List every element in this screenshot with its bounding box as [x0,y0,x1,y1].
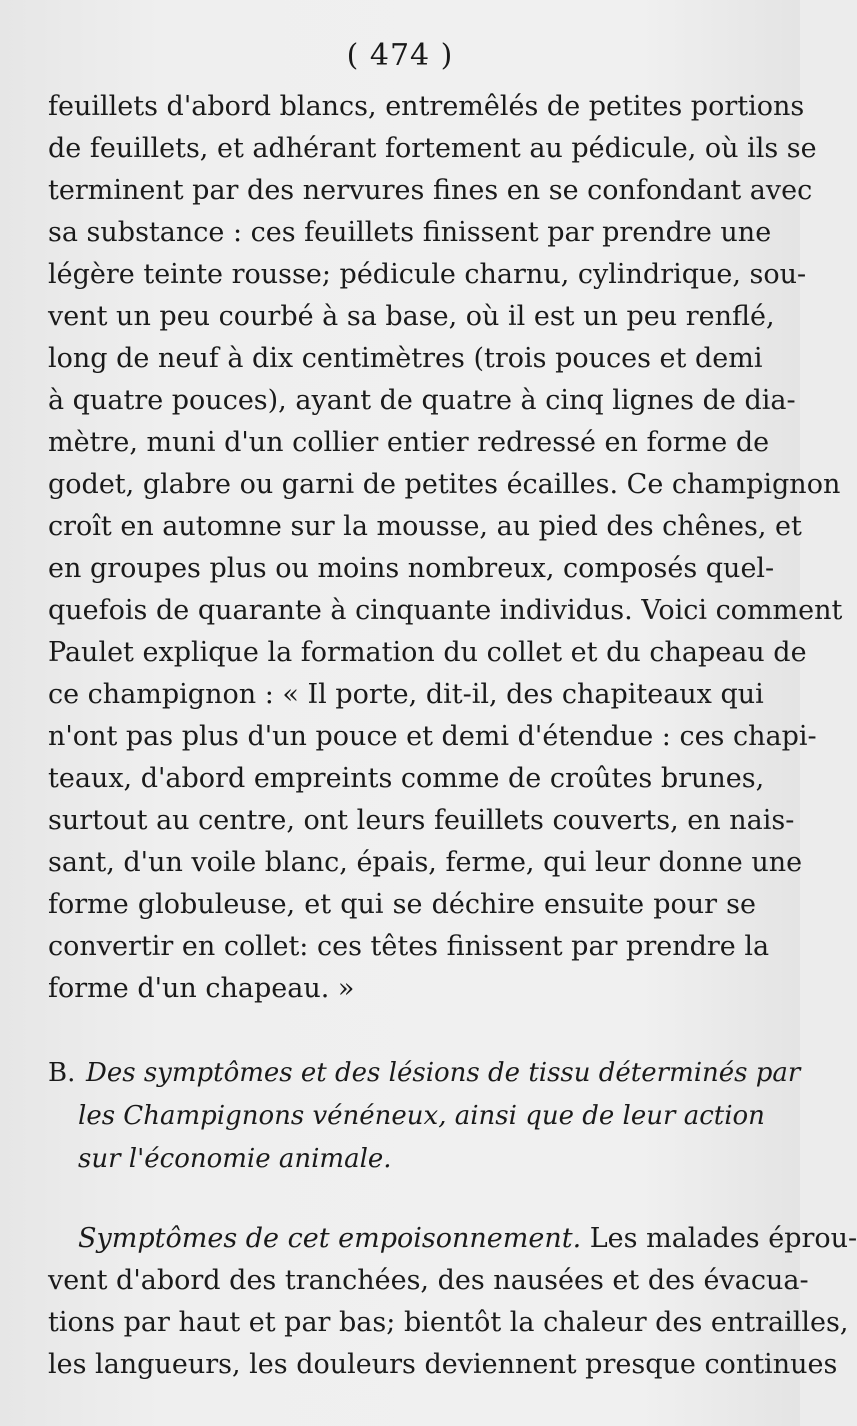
text-line: croît en automne sur la mousse, au pied des chênes, et [48,511,802,542]
text-line: en groupes plus ou moins nombreux, composés quel- [48,553,775,584]
section-heading-line: Des symptômes et des lésions de tissu déterminés par [86,1058,801,1088]
text-line: à quatre pouces), ayant de quatre à cinq lignes de dia- [48,385,796,416]
text-line: surtout au centre, ont leurs feuillets couverts, en nais- [48,805,795,836]
section-label: B. [48,1058,76,1088]
section-heading-line: les Champignons vénéneux, ainsi que de leur action [78,1101,765,1131]
text-line: vent d'abord des tranchées, des nausées et des évacua- [48,1265,809,1296]
section-b-heading [48,1052,801,1181]
text-line: ce champignon : « Il porte, dit-il, des chapiteaux qui [48,679,764,710]
paragraph-heading: Symptômes de cet empoisonnement. [78,1223,582,1254]
text-run: Les malades éprou- [581,1223,857,1254]
page-number: ( 474 ) [346,38,454,73]
text-line: tions par haut et par bas; bientôt la chaleur des entrailles, [48,1307,849,1338]
text-line: quefois de quarante à cinquante individus. Voici comment [48,595,843,626]
text-line: mètre, muni d'un collier entier redressé en forme de [48,427,770,458]
text-line: les langueurs, les douleurs deviennent presque continues [48,1349,838,1380]
text-line: Paulet explique la formation du collet et du chapeau de [48,637,807,668]
text-line: vent un peu courbé à sa base, où il est un peu renflé, [48,301,775,332]
text-line: sa substance : ces feuillets finissent par prendre une [48,217,772,248]
text-line: de feuillets, et adhérant fortement au pédicule, où ils se [48,133,817,164]
text-line: sant, d'un voile blanc, épais, ferme, qui leur donne une [48,847,803,878]
text-line: feuillets d'abord blancs, entremêlés de petites portions [48,91,805,122]
paragraph-1 [48,86,843,1010]
section-heading-line: sur l'économie animale. [78,1144,392,1174]
text-line: terminent par des nervures fines en se confondant avec [48,175,813,206]
text-line: long de neuf à dix centimètres (trois pouces et demi [48,343,763,374]
paragraph-2 [48,1218,857,1386]
text-line: teaux, d'abord empreints comme de croûtes brunes, [48,763,765,794]
text-line: légère teinte rousse; pédicule charnu, cylindrique, sou- [48,259,807,290]
text-line: forme globuleuse, et qui se déchire ensuite pour se [48,889,756,920]
text-line: convertir en collet: ces têtes finissent par prendre la [48,931,770,962]
text-line: n'ont pas plus d'un pouce et demi d'étendue : ces chapi- [48,721,817,752]
text-line: forme d'un chapeau. » [48,973,355,1004]
text-line: godet, glabre ou garni de petites écailles. Ce champignon [48,469,841,500]
